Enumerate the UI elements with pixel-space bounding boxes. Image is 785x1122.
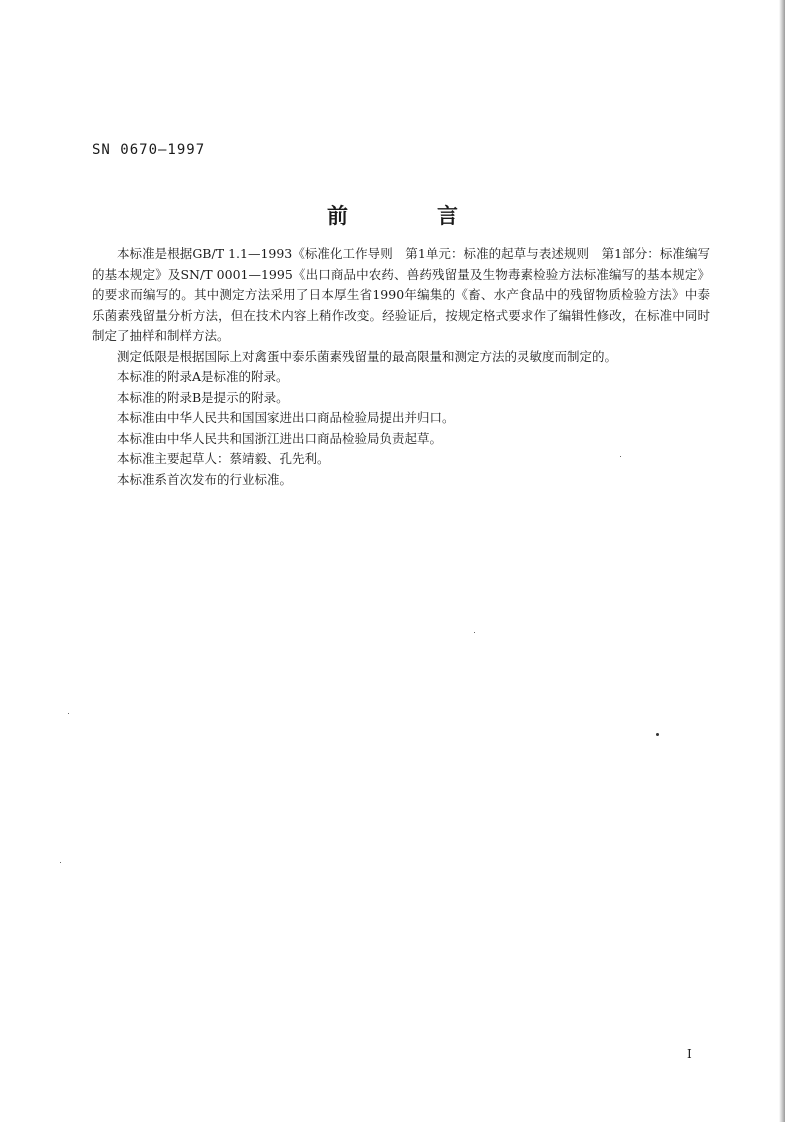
paragraph: 本标准由中华人民共和国浙江进出口商品检验局负责起草。 — [117, 430, 443, 446]
scan-speck — [656, 733, 659, 736]
foreword-body — [92, 244, 710, 490]
paragraph: 本标准由中华人民共和国国家进出口商品检验局提出并归口。 — [117, 410, 455, 425]
page-title: 前 言 — [327, 204, 492, 228]
standard-code — [92, 142, 205, 158]
paragraph: 本标准的附录B是提示的附录。 — [117, 389, 289, 405]
scan-speck — [68, 713, 69, 714]
paragraph: 本标准的附录A是标准的附录。 — [117, 369, 289, 384]
scan-speck — [474, 632, 475, 633]
standard-code-text: SN 0670—1997 — [92, 142, 206, 158]
scan-edge-shadow — [779, 0, 785, 1122]
paragraph: 测定低限是根据国际上对禽蛋中泰乐菌素残留量的最高限量和测定方法的灵敏度而制定的。 — [117, 348, 618, 364]
paragraph: 本标准系首次发布的行业标准。 — [117, 471, 293, 487]
paragraph: 本标准主要起草人：蔡靖毅、孔先利。 — [117, 451, 330, 466]
page-number: I — [687, 1047, 692, 1061]
scan-speck — [60, 862, 61, 863]
paragraph: 本标准是根据GB/T 1.1—1993《标准化工作导则 第1单元：标准的起草与表述规则 第1部分：标准编写的基本规定》及SN/T 0001—1995《出口商品中农药、兽药残留量及生物毒素检验方法标准编写的基本规定》的要求而编写的。其中测定方法采用了日本厚生省1990年编集的《畜、水产食品中的残留物质检验方法》中泰乐菌素残留量分析方法，但在技术内容上稍作改变。经验证后，按规定格式要求作了编辑性修改，在标准中同时制定了抽样和制样方法。 — [92, 246, 710, 343]
scan-speck — [620, 456, 621, 457]
